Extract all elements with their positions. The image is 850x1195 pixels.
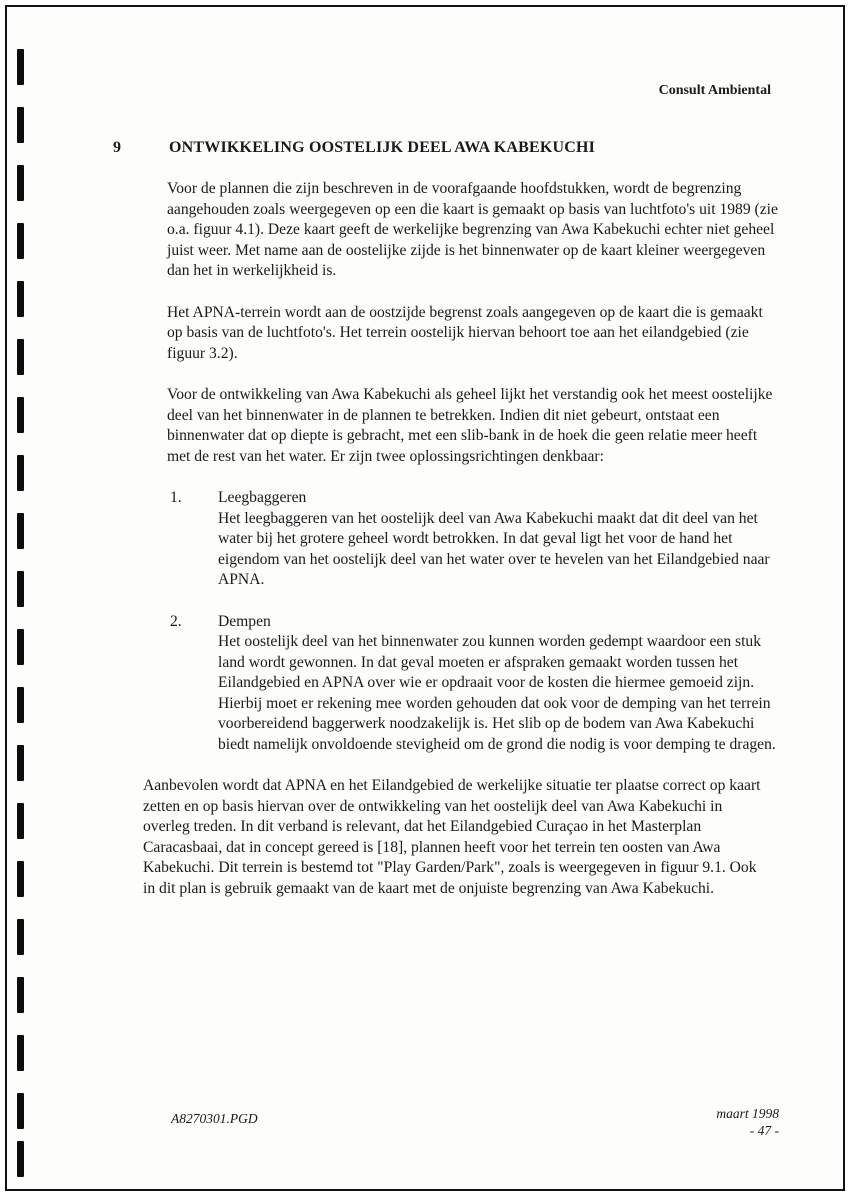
option-text: Het leegbaggeren van het oostelijk deel van Awa Kabekuchi maakt dat dit deel van het water bij het grotere geheel wordt betrokken. In dat geval ligt het voor de hand het eigendom van het oostelijk deel van het water over te hevelen van het Eilandgebied naar APNA. <box>218 509 770 588</box>
document-page <box>5 5 845 1191</box>
binding-hole <box>17 165 24 201</box>
page-number: - 47 - <box>749 1123 779 1138</box>
option-item <box>167 488 779 591</box>
binding-hole <box>17 919 24 955</box>
option-number: 2. <box>170 612 182 630</box>
binding-hole <box>17 629 24 665</box>
binding-hole <box>17 745 24 781</box>
binding-hole <box>17 1093 24 1129</box>
binding-hole <box>17 455 24 491</box>
paragraph: Voor de plannen die zijn beschreven in de voorafgaande hoofdstukken, wordt de begrenzing aangehouden zoals weergegeven op een die kaart is gemaakt op basis van luchtfoto's uit 1989 (zie o.a. figuur 4.1). Deze kaart geeft de werkelijke begrenzing van Awa Kabekuchi echter niet geheel juist weer. Met name aan de oostelijke zijde is het binnenwater op de kaart kleiner weergegeven dan het in werkelijkheid is. <box>167 180 778 279</box>
binding-hole <box>17 803 24 839</box>
option-heading: Dempen <box>218 612 271 630</box>
binding-hole <box>17 571 24 607</box>
binding-hole <box>17 1035 24 1071</box>
option-item <box>167 612 779 756</box>
body-text <box>143 179 779 920</box>
binding-hole <box>17 1141 24 1177</box>
option-text: Het oostelijk deel van het binnenwater zou kunnen worden gedempt waardoor een stuk land wordt gewonnen. In dat geval moeten er afspraken gemaakt worden tussen het Eilandgebied en APNA over wie er opdraait voor de kosten die hiermee gemoeid zijn. Hierbij moet er rekening mee worden gehouden dat ook voor de demping van het terrein voorbereidend baggerwerk noodzakelijk is. Het slib op de bodem van Awa Kabekuchi biedt namelijk onvoldoende stevigheid om de grond die nodig is voor demping te dragen. <box>218 633 776 753</box>
binding-hole <box>17 397 24 433</box>
binding-hole <box>17 513 24 549</box>
binding-hole <box>17 223 24 259</box>
footer-right <box>716 1105 779 1139</box>
paragraph: Het APNA-terrein wordt aan de oostzijde begrenst zoals aangegeven op de kaart die is gemaakt op basis van de luchtfoto's. Het terrein oostelijk hiervan behoort toe aan het eilandgebied (zie figuur 3.2). <box>167 303 763 362</box>
document-date: maart 1998 <box>716 1106 779 1121</box>
binding-hole <box>17 339 24 375</box>
binding-hole <box>17 49 24 85</box>
option-number: 1. <box>170 489 182 506</box>
option-heading: Leegbaggeren <box>218 489 307 506</box>
binding-hole <box>17 281 24 317</box>
paragraph: Voor de ontwikkeling van Awa Kabekuchi als geheel lijkt het verstandig ook het meest oostelijke deel van het binnenwater in de plannen te betrekken. Indien dit niet gebeurt, ontstaat een binnenwater dat op diepte is gebracht, met een slib-bank in de hoek die geen relatie meer heeft met de rest van het water. Er zijn twee oplossingsrichtingen denkbaar: <box>167 386 773 465</box>
file-name: A8270301.PGD <box>171 1111 258 1126</box>
binding-hole <box>17 977 24 1013</box>
chapter-title: ONTWIKKELING OOSTELIJK DEEL AWA KABEKUCHI <box>169 139 596 156</box>
chapter-number: 9 <box>113 139 122 156</box>
binding-holes <box>7 7 37 1189</box>
binding-hole <box>17 861 24 897</box>
binding-hole <box>17 107 24 143</box>
company-header: Consult Ambiental <box>658 83 771 98</box>
binding-hole <box>17 687 24 723</box>
conclusion-paragraph: Aanbevolen wordt dat APNA en het Eilandgebied de werkelijke situatie ter plaatse correct op kaart zetten en op basis hiervan over de ontwikkeling van het oostelijk deel van Awa Kabekuchi in overleg treden. In dit verband is relevant, dat het Eilandgebied Curaçao in het Masterplan Caracasbaai, dat in concept gereed is [18], plannen heeft voor het terrein ten oosten van Awa Kabekuchi. Dit terrein is bestemd tot "Play Garden/Park", zoals is weergegeven in figuur 9.1. Ook in dit plan is gebruik gemaakt van de kaart met de onjuiste begrenzing van Awa Kabekuchi. <box>143 777 761 897</box>
